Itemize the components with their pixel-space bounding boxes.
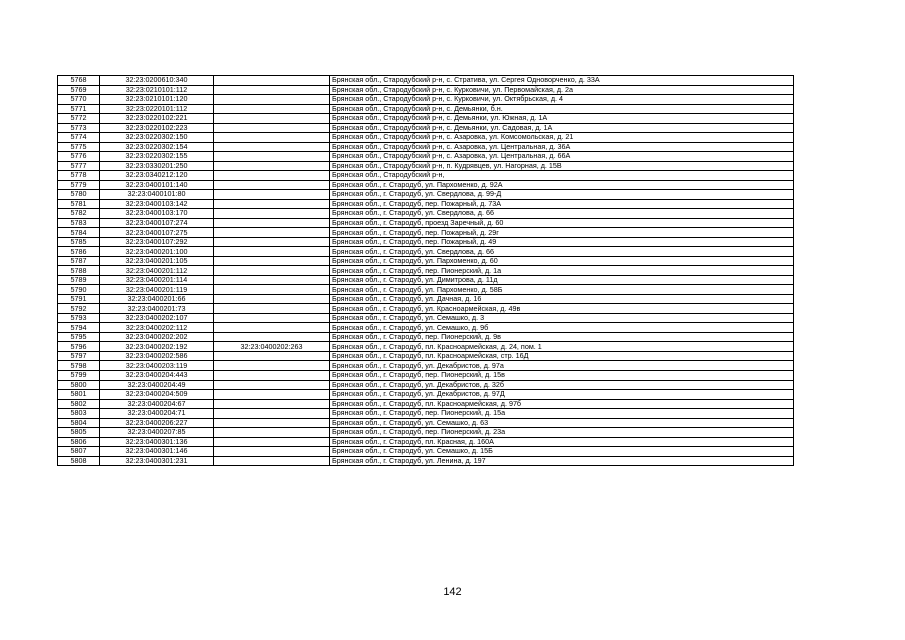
table-row <box>58 95 794 105</box>
table-row <box>58 304 794 314</box>
row-number-cell: 5773 <box>58 123 100 133</box>
address-cell: Брянская обл., Стародубский р-н, с. Демьянки, ул. Южная, д. 1А <box>330 114 794 124</box>
related-cadastral-number-cell <box>214 142 330 152</box>
address-cell: Брянская обл., г. Стародуб, пер. Пожарный, д. 73А <box>330 199 794 209</box>
row-number-cell: 5795 <box>58 332 100 342</box>
address-cell: Брянская обл., г. Стародуб, ул. Дачная, д. 16 <box>330 294 794 304</box>
address-cell: Брянская обл., Стародубский р-н, с. Курковичи, ул. Первомайская, д. 2а <box>330 85 794 95</box>
row-number-cell: 5790 <box>58 285 100 295</box>
address-cell: Брянская обл., Стародубский р-н, с. Азаровка, ул. Центральная, д. 66А <box>330 152 794 162</box>
cadastral-number-cell: 32:23:0220102:221 <box>100 114 214 124</box>
row-number-cell: 5797 <box>58 351 100 361</box>
row-number-cell: 5804 <box>58 418 100 428</box>
table-row <box>58 418 794 428</box>
related-cadastral-number-cell <box>214 171 330 181</box>
cadastral-number-cell: 32:23:0220101:112 <box>100 104 214 114</box>
related-cadastral-number-cell <box>214 294 330 304</box>
cadastral-number-cell: 32:23:0400202:192 <box>100 342 214 352</box>
property-registry-table <box>57 75 794 466</box>
related-cadastral-number-cell <box>214 313 330 323</box>
address-cell: Брянская обл., г. Стародуб, пл. Красноармейская, д. 97б <box>330 399 794 409</box>
row-number-cell: 5781 <box>58 199 100 209</box>
table-row <box>58 237 794 247</box>
cadastral-number-cell: 32:23:0400203:119 <box>100 361 214 371</box>
address-cell: Брянская обл., г. Стародуб, ул. Семашко, д. 3 <box>330 313 794 323</box>
address-cell: Брянская обл., г. Стародуб, пл. Красная, д. 160А <box>330 437 794 447</box>
table-row <box>58 428 794 438</box>
row-number-cell: 5784 <box>58 228 100 238</box>
table-row <box>58 114 794 124</box>
table-row <box>58 104 794 114</box>
address-cell: Брянская обл., г. Стародуб, ул. Димитрова, д. 11д <box>330 275 794 285</box>
related-cadastral-number-cell <box>214 190 330 200</box>
row-number-cell: 5794 <box>58 323 100 333</box>
related-cadastral-number-cell <box>214 209 330 219</box>
row-number-cell: 5789 <box>58 275 100 285</box>
table-row <box>58 370 794 380</box>
table-row <box>58 361 794 371</box>
cadastral-number-cell: 32:23:0400107:274 <box>100 218 214 228</box>
related-cadastral-number-cell <box>214 437 330 447</box>
related-cadastral-number-cell <box>214 285 330 295</box>
cadastral-number-cell: 32:23:0400301:231 <box>100 456 214 466</box>
related-cadastral-number-cell: 32:23:0400202:263 <box>214 342 330 352</box>
cadastral-number-cell: 32:23:0400204:49 <box>100 380 214 390</box>
cadastral-number-cell: 32:23:0400201:100 <box>100 247 214 257</box>
row-number-cell: 5796 <box>58 342 100 352</box>
row-number-cell: 5807 <box>58 447 100 457</box>
related-cadastral-number-cell <box>214 418 330 428</box>
cadastral-number-cell: 32:23:0400201:66 <box>100 294 214 304</box>
related-cadastral-number-cell <box>214 247 330 257</box>
address-cell: Брянская обл., г. Стародуб, ул. Декабристов, д. 97а <box>330 361 794 371</box>
address-cell: Брянская обл., г. Стародуб, ул. Семашко, д. 63 <box>330 418 794 428</box>
address-cell: Брянская обл., г. Стародуб, пер. Пожарный, д. 49 <box>330 237 794 247</box>
row-number-cell: 5777 <box>58 161 100 171</box>
address-cell: Брянская обл., г. Стародуб, пер. Пионерский, д. 15в <box>330 370 794 380</box>
cadastral-number-cell: 32:23:0400107:275 <box>100 228 214 238</box>
table-row <box>58 313 794 323</box>
cadastral-number-cell: 32:23:0400201:119 <box>100 285 214 295</box>
cadastral-number-cell: 32:23:0400201:112 <box>100 266 214 276</box>
related-cadastral-number-cell <box>214 399 330 409</box>
row-number-cell: 5793 <box>58 313 100 323</box>
table-row <box>58 294 794 304</box>
table-row <box>58 152 794 162</box>
address-cell: Брянская обл., г. Стародуб, ул. Свердлова, д. 99-Д <box>330 190 794 200</box>
row-number-cell: 5785 <box>58 237 100 247</box>
table-row <box>58 285 794 295</box>
cadastral-number-cell: 32:23:0210101:120 <box>100 95 214 105</box>
row-number-cell: 5783 <box>58 218 100 228</box>
table-row <box>58 399 794 409</box>
cadastral-number-cell: 32:23:0400107:292 <box>100 237 214 247</box>
table-row <box>58 76 794 86</box>
address-cell: Брянская обл., Стародубский р-н, с. Демьянки, б.н. <box>330 104 794 114</box>
row-number-cell: 5802 <box>58 399 100 409</box>
address-cell: Брянская обл., г. Стародуб, пер. Пионерский, д. 23а <box>330 428 794 438</box>
related-cadastral-number-cell <box>214 123 330 133</box>
related-cadastral-number-cell <box>214 218 330 228</box>
cadastral-number-cell: 32:23:0400204:71 <box>100 409 214 419</box>
address-cell: Брянская обл., г. Стародуб, пер. Пионерский, д. 9в <box>330 332 794 342</box>
cadastral-number-cell: 32:23:0400202:202 <box>100 332 214 342</box>
row-number-cell: 5772 <box>58 114 100 124</box>
related-cadastral-number-cell <box>214 304 330 314</box>
related-cadastral-number-cell <box>214 370 330 380</box>
related-cadastral-number-cell <box>214 228 330 238</box>
cadastral-number-cell: 32:23:0200610:340 <box>100 76 214 86</box>
cadastral-number-cell: 32:23:0400206:227 <box>100 418 214 428</box>
cadastral-number-cell: 32:23:0400202:112 <box>100 323 214 333</box>
cadastral-number-cell: 32:23:0400101:80 <box>100 190 214 200</box>
address-cell: Брянская обл., Стародубский р-н, с. Азаровка, ул. Комсомольская, д. 21 <box>330 133 794 143</box>
address-cell: Брянская обл., г. Стародуб, пер. Пионерский, д. 1а <box>330 266 794 276</box>
table-row <box>58 256 794 266</box>
cadastral-number-cell: 32:23:0400204:443 <box>100 370 214 380</box>
row-number-cell: 5779 <box>58 180 100 190</box>
address-cell: Брянская обл., Стародубский р-н, с. Демьянки, ул. Садовая, д. 1А <box>330 123 794 133</box>
related-cadastral-number-cell <box>214 447 330 457</box>
address-cell: Брянская обл., Стародубский р-н, с. Азаровка, ул. Центральная, д. 36А <box>330 142 794 152</box>
row-number-cell: 5776 <box>58 152 100 162</box>
related-cadastral-number-cell <box>214 95 330 105</box>
row-number-cell: 5805 <box>58 428 100 438</box>
address-cell: Брянская обл., Стародубский р-н, <box>330 171 794 181</box>
cadastral-number-cell: 32:23:0400103:142 <box>100 199 214 209</box>
cadastral-number-cell: 32:23:0400103:170 <box>100 209 214 219</box>
related-cadastral-number-cell <box>214 152 330 162</box>
row-number-cell: 5801 <box>58 390 100 400</box>
address-cell: Брянская обл., г. Стародуб, ул. Пархоменко, д. 58Б <box>330 285 794 295</box>
registry-table-body <box>58 76 794 466</box>
related-cadastral-number-cell <box>214 428 330 438</box>
cadastral-number-cell: 32:23:0400201:105 <box>100 256 214 266</box>
cadastral-number-cell: 32:23:0340212:120 <box>100 171 214 181</box>
row-number-cell: 5791 <box>58 294 100 304</box>
row-number-cell: 5778 <box>58 171 100 181</box>
address-cell: Брянская обл., г. Стародуб, ул. Семашко, д. 9б <box>330 323 794 333</box>
row-number-cell: 5768 <box>58 76 100 86</box>
page-number: 142 <box>443 586 462 598</box>
address-cell: Брянская обл., г. Стародуб, пл. Красноармейская, стр. 16Д <box>330 351 794 361</box>
table-row <box>58 133 794 143</box>
cadastral-number-cell: 32:23:0400204:509 <box>100 390 214 400</box>
related-cadastral-number-cell <box>214 351 330 361</box>
cadastral-number-cell: 32:23:0220302:155 <box>100 152 214 162</box>
related-cadastral-number-cell <box>214 361 330 371</box>
row-number-cell: 5774 <box>58 133 100 143</box>
related-cadastral-number-cell <box>214 266 330 276</box>
row-number-cell: 5770 <box>58 95 100 105</box>
related-cadastral-number-cell <box>214 180 330 190</box>
related-cadastral-number-cell <box>214 380 330 390</box>
row-number-cell: 5786 <box>58 247 100 257</box>
cadastral-number-cell: 32:23:0400301:136 <box>100 437 214 447</box>
address-cell: Брянская обл., г. Стародуб, проезд Заречный, д. 60 <box>330 218 794 228</box>
row-number-cell: 5798 <box>58 361 100 371</box>
related-cadastral-number-cell <box>214 133 330 143</box>
table-row <box>58 266 794 276</box>
table-row <box>58 190 794 200</box>
related-cadastral-number-cell <box>214 275 330 285</box>
row-number-cell: 5782 <box>58 209 100 219</box>
row-number-cell: 5799 <box>58 370 100 380</box>
address-cell: Брянская обл., Стародубский р-н, с. Курковичи, ул. Октябрьская, д. 4 <box>330 95 794 105</box>
related-cadastral-number-cell <box>214 456 330 466</box>
related-cadastral-number-cell <box>214 237 330 247</box>
table-row <box>58 209 794 219</box>
row-number-cell: 5780 <box>58 190 100 200</box>
cadastral-number-cell: 32:23:0220302:154 <box>100 142 214 152</box>
row-number-cell: 5808 <box>58 456 100 466</box>
cadastral-number-cell: 32:23:0400202:107 <box>100 313 214 323</box>
table-row <box>58 351 794 361</box>
related-cadastral-number-cell <box>214 104 330 114</box>
row-number-cell: 5800 <box>58 380 100 390</box>
row-number-cell: 5803 <box>58 409 100 419</box>
address-cell: Брянская обл., г. Стародуб, пер. Пожарный, д. 29г <box>330 228 794 238</box>
table-row <box>58 171 794 181</box>
cadastral-number-cell: 32:23:0400201:114 <box>100 275 214 285</box>
table-row <box>58 437 794 447</box>
table-row <box>58 247 794 257</box>
table-row <box>58 85 794 95</box>
related-cadastral-number-cell <box>214 256 330 266</box>
related-cadastral-number-cell <box>214 323 330 333</box>
table-row <box>58 332 794 342</box>
cadastral-number-cell: 32:23:0400201:73 <box>100 304 214 314</box>
cadastral-number-cell: 32:23:0400202:586 <box>100 351 214 361</box>
row-number-cell: 5769 <box>58 85 100 95</box>
address-cell: Брянская обл., г. Стародуб, ул. Свердлова, д. 66 <box>330 209 794 219</box>
related-cadastral-number-cell <box>214 85 330 95</box>
table-row <box>58 456 794 466</box>
related-cadastral-number-cell <box>214 76 330 86</box>
table-row <box>58 142 794 152</box>
related-cadastral-number-cell <box>214 114 330 124</box>
related-cadastral-number-cell <box>214 409 330 419</box>
cadastral-number-cell: 32:23:0400207:85 <box>100 428 214 438</box>
table-row <box>58 228 794 238</box>
table-row <box>58 447 794 457</box>
cadastral-number-cell: 32:23:0330201:250 <box>100 161 214 171</box>
cadastral-number-cell: 32:23:0210101:112 <box>100 85 214 95</box>
cadastral-number-cell: 32:23:0400204:67 <box>100 399 214 409</box>
related-cadastral-number-cell <box>214 332 330 342</box>
address-cell: Брянская обл., Стародубский р-н, с. Стратива, ул. Сергея Одноворченко, д. 33А <box>330 76 794 86</box>
table-row <box>58 380 794 390</box>
address-cell: Брянская обл., г. Стародуб, пл. Красноармейская, д. 24, пом. 1 <box>330 342 794 352</box>
table-row <box>58 390 794 400</box>
address-cell: Брянская обл., г. Стародуб, ул. Свердлова, д. 66 <box>330 247 794 257</box>
table-row <box>58 275 794 285</box>
cadastral-number-cell: 32:23:0220302:150 <box>100 133 214 143</box>
address-cell: Брянская обл., г. Стародуб, ул. Ленина, д. 197 <box>330 456 794 466</box>
related-cadastral-number-cell <box>214 161 330 171</box>
row-number-cell: 5771 <box>58 104 100 114</box>
address-cell: Брянская обл., г. Стародуб, ул. Пархоменко, д. 92А <box>330 180 794 190</box>
table-row <box>58 323 794 333</box>
cadastral-number-cell: 32:23:0400101:140 <box>100 180 214 190</box>
row-number-cell: 5788 <box>58 266 100 276</box>
address-cell: Брянская обл., г. Стародуб, ул. Пархоменко, д. 60 <box>330 256 794 266</box>
row-number-cell: 5787 <box>58 256 100 266</box>
table-row <box>58 409 794 419</box>
address-cell: Брянская обл., г. Стародуб, ул. Декабристов, д. 32б <box>330 380 794 390</box>
row-number-cell: 5792 <box>58 304 100 314</box>
table-row <box>58 180 794 190</box>
table-row <box>58 218 794 228</box>
address-cell: Брянская обл., г. Стародуб, ул. Красноармейская, д. 49в <box>330 304 794 314</box>
row-number-cell: 5806 <box>58 437 100 447</box>
address-cell: Брянская обл., Стародубский р-н, п. Кудрявцев, ул. Нагорная, д. 15В <box>330 161 794 171</box>
related-cadastral-number-cell <box>214 390 330 400</box>
address-cell: Брянская обл., г. Стародуб, пер. Пионерский, д. 15а <box>330 409 794 419</box>
row-number-cell: 5775 <box>58 142 100 152</box>
cadastral-number-cell: 32:23:0400301:146 <box>100 447 214 457</box>
address-cell: Брянская обл., г. Стародуб, ул. Семашко, д. 15Б <box>330 447 794 457</box>
cadastral-number-cell: 32:23:0220102:223 <box>100 123 214 133</box>
table-row <box>58 199 794 209</box>
related-cadastral-number-cell <box>214 199 330 209</box>
table-row <box>58 161 794 171</box>
address-cell: Брянская обл., г. Стародуб, ул. Декабристов, д. 97Д <box>330 390 794 400</box>
table-row <box>58 123 794 133</box>
table-row <box>58 342 794 352</box>
